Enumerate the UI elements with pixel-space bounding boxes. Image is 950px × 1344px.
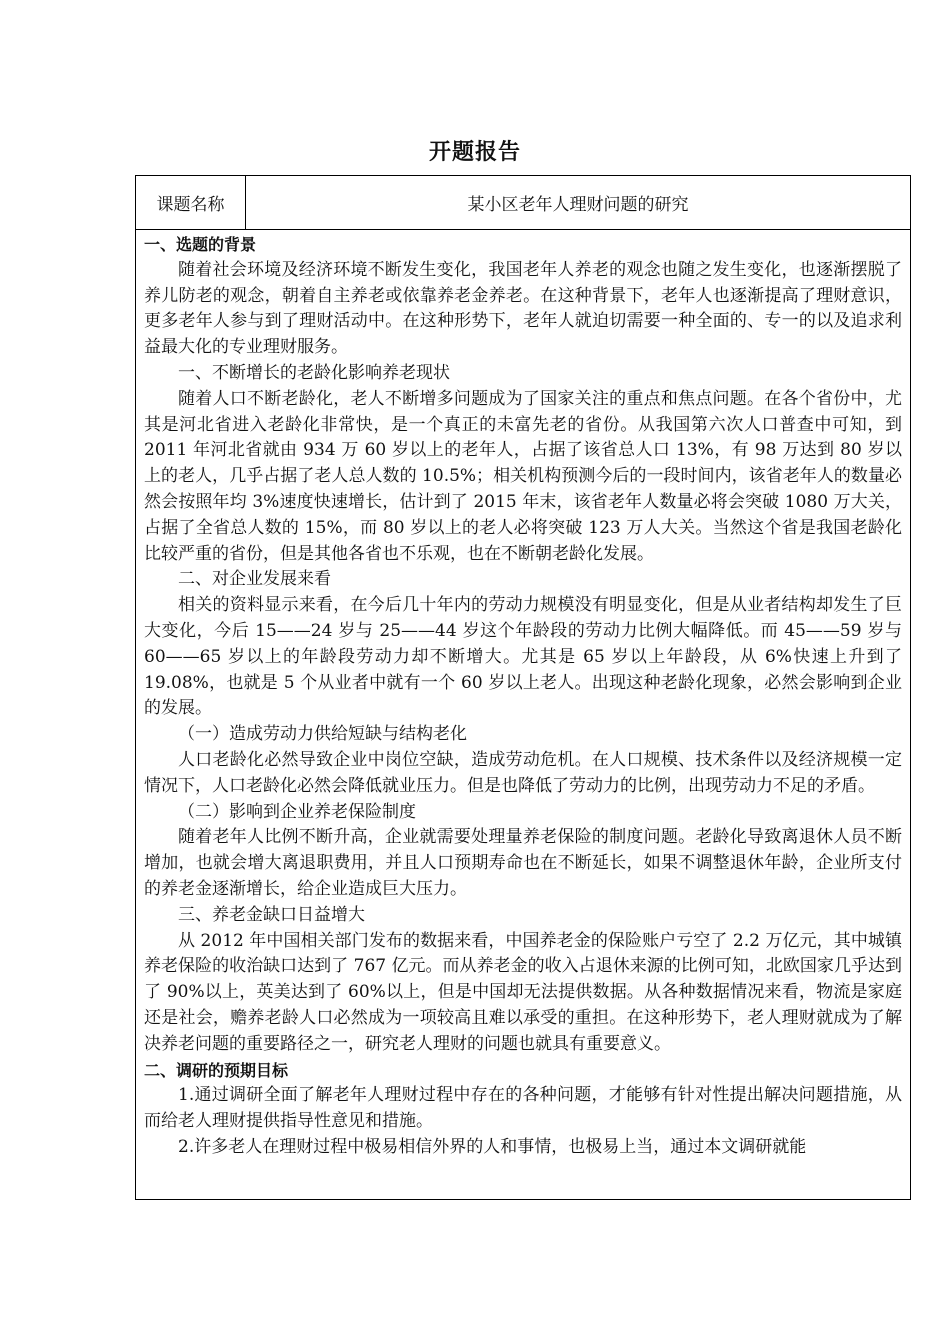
subsection-heading: 二、对企业发展来看 — [178, 569, 331, 590]
body-paragraph: 相关的资料显示来看，在今后几十年内的劳动力规模没有明显变化，但是从业者结构却发生了巨大变化，今后 15——24 岁与 25——44 岁这个年龄段的劳动力比例大幅降低。而 45——59 岁与 60——65 岁以上的年龄段劳动力却不断增大。尤其是 65 岁以上年龄段，从 6%快速上升到了 19.08%，也就是 5 个从业者中就有一个 60 岁以上老人。出现这种老龄化现象，必然会影响到企业的发展。 — [144, 595, 902, 719]
subject-label: 课题名称 — [136, 176, 246, 229]
document-title: 开题报告 — [428, 140, 521, 165]
subsection-heading: 一、不断增长的老龄化影响养老现状 — [178, 362, 450, 383]
subject-value: 某小区老年人理财问题的研究 — [467, 195, 689, 215]
report-body — [136, 230, 910, 1161]
section-heading-background: 一、选题的背景 — [144, 235, 257, 254]
subsection-heading: （二）影响到企业养老保险制度 — [178, 801, 416, 822]
subsection-heading: 三、养老金缺口日益增大 — [178, 904, 365, 925]
body-paragraph: 随着人口不断老龄化，老人不断增多问题成为了国家关注的重点和焦点问题。在各个省份中，尤其是河北省进入老龄化非常快，是一个真正的未富先老的省份。从我国第六次人口普查中可知，到 2011 年河北省就由 934 万 60 岁以上的老年人，占据了该省总人口 13%，有 98 万达到 80 岁以上的老人，几乎占据了老人总人数的 10.5%；相关机构预测今后的一段时间内，该省老年人的数量必然会按照年均 3%速度快速增长，估计到了 2015 年末，该省老年人数量必将会突破 1080 万大关，占据了全省总人数的 15%，而 80 岁以上的老人必将突破 123 万人大关。当然这个省是我国老龄化比较严重的省份，但是其他各省也不乐观，也在不断朝老龄化发展。 — [144, 388, 902, 564]
objective-item: 1.通过调研全面了解老年人理财过程中存在的各种问题，才能够有针对性提出解决问题措施，从而给老人理财提供指导性意见和措施。 — [144, 1085, 902, 1132]
section-heading-objectives: 二、调研的预期目标 — [144, 1060, 289, 1080]
body-paragraph: 从 2012 年中国相关部门发布的数据来看，中国养老金的保险账户亏空了 2.2 万亿元，其中城镇养老保险的收治缺口达到了 767 亿元。而从养老金的收入占退休来源的比例可知，北欧国家几乎达到了 90%以上，英美达到了 60%以上，但是中国却无法提供数据。从各种数据情况来看，物流是家庭还是社会，赡养老龄人口必然成为一项较高且难以承受的重担。在这种形势下，老人理财就成为了解决养老问题的重要路径之一，研究老人理财的问题也就具有重要意义。 — [144, 930, 902, 1054]
objective-item: 2.许多老人在理财过程中极易相信外界的人和事情，也极易上当，通过本文调研就能 — [178, 1136, 807, 1157]
subsection-heading: （一）造成劳动力供给短缺与结构老化 — [178, 724, 467, 745]
report-table — [135, 175, 911, 1200]
body-paragraph: 人口老龄化必然导致企业中岗位空缺，造成劳动危机。在人口规模、技术条件以及经济规模一定情况下，人口老龄化必然会降低就业压力。但是也降低了劳动力的比例，出现劳动力不足的矛盾。 — [144, 749, 902, 796]
subject-row — [136, 176, 910, 230]
body-paragraph: 随着社会环境及经济环境不断发生变化，我国老年人养老的观念也随之发生变化，也逐渐摆脱了养儿防老的观念，朝着自主养老或依靠养老金养老。在这种背景下，老年人也逐渐提高了理财意识，更多老年人参与到了理财活动中。在这种形势下，老年人就迫切需要一种全面的、专一的以及追求利益最大化的专业理财服务。 — [144, 259, 902, 358]
body-paragraph: 随着老年人比例不断升高，企业就需要处理量养老保险的制度问题。老龄化导致离退休人员不断增加，也就会增大离退职费用，并且人口预期寿命也在不断延长，如果不调整退休年龄，企业所支付的养老金逐渐增长，给企业造成巨大压力。 — [144, 827, 902, 899]
